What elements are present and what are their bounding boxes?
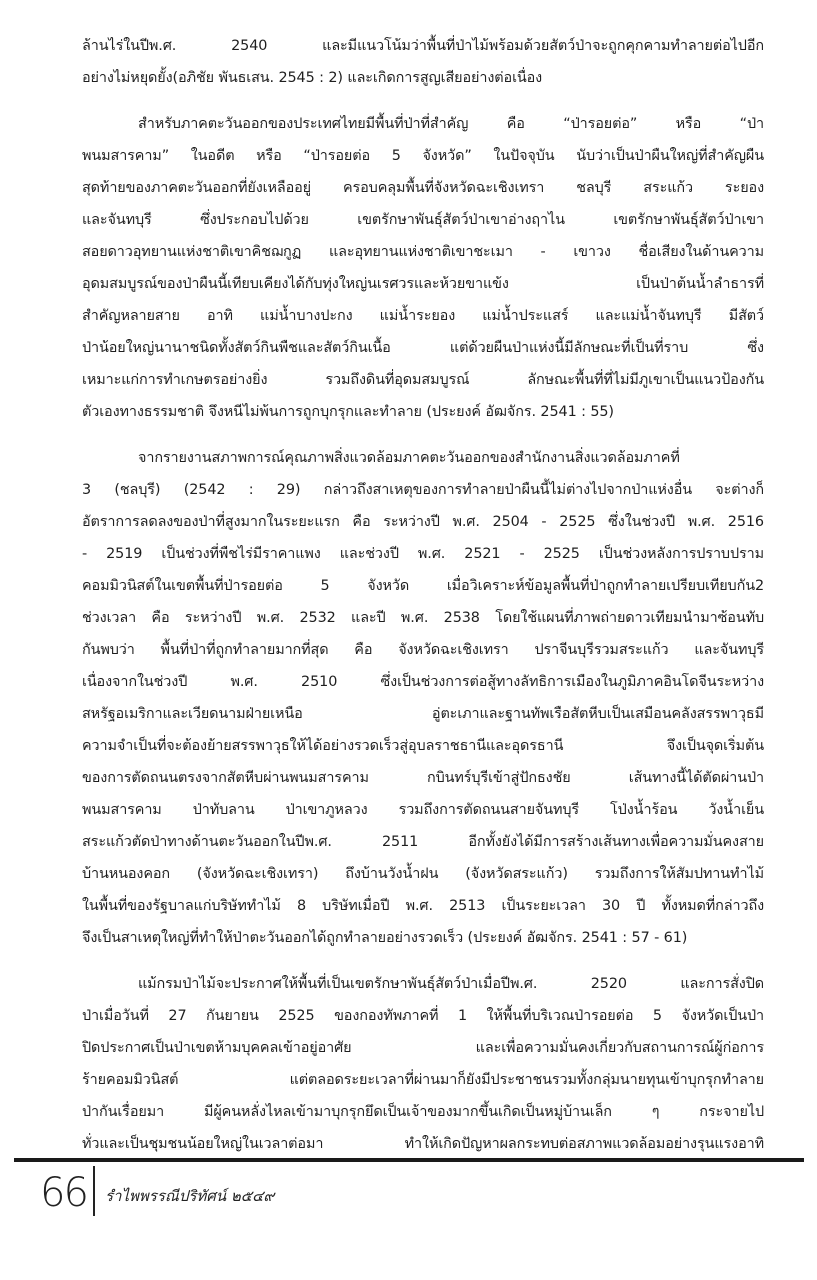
text-line: - 2519 เป็นช่วงที่พืชไร่มีราคาแพง และช่วงปี พ.ศ. 2521 - 2525 เป็นช่วงหลังการปราบปราม — [82, 546, 764, 562]
paragraph-2 — [82, 108, 764, 428]
text-line: แม้กรมป่าไม้จะประกาศให้พื้นที่เป็นเขตรักษาพันธุ์สัตว์ป่าเมื่อปีพ.ศ. 2520 และการสั่งปิด — [138, 976, 764, 992]
text-line: จากรายงานสภาพการณ์คุณภาพสิ่งแวดล้อมภาคตะวันออกของสำนักงานสิ่งแวดล้อมภาคที่ — [138, 450, 680, 466]
text-line: พนมสารคาม ป่าทับลาน ป่าเขาภูหลวง รวมถึงการตัดถนนสายจันทบุรี โป่งน้ำร้อน วังน้ำเย็น — [82, 802, 764, 818]
text-line: คอมมิวนิสต์ในเขตพื้นที่ป่ารอยต่อ 5 จังหวัด เมื่อวิเคราะห์ข้อมูลพื้นที่ป่าถูกทำลายเปรียบเทียบกัน2 — [82, 578, 764, 594]
text-line: ความจำเป็นที่จะต้องย้ายสรรพาวุธให้ได้อย่างรวดเร็วสู่อุบลราชธานีและอุดรธานี จึงเป็นจุดเริ่มต้น — [82, 738, 764, 754]
text-line: ของการตัดถนนตรงจากสัตหีบผ่านพนมสารคาม กบินทร์บุรีเข้าสู่ปักธงชัย เส้นทางนี้ได้ตัดผ่านป่า — [82, 770, 764, 786]
text-line: ช่วงเวลา คือ ระหว่างปี พ.ศ. 2532 และปี พ.ศ. 2538 โดยใช้แผนที่ภาพถ่ายดาวเทียมนำมาซ้อนทับ — [82, 610, 764, 626]
text-line: ปิดประกาศเป็นป่าเขตห้ามบุคคลเข้าอยู่อาศัย และเพื่อความมั่นคงเกี่ยวกับสถานการณ์ผู้ก่อการ — [82, 1040, 764, 1056]
journal-title: รำไพพรรณีปริทัศน์ ๒๕๔๙ — [105, 1187, 275, 1205]
text-line: สำคัญหลายสาย อาทิ แม่น้ำบางปะกง แม่น้ำระยอง แม่น้ำประแสร์ และแม่น้ำจันทบุรี มีสัตว์ — [82, 308, 764, 324]
text-line: และจันทบุรี ซึ่งประกอบไปด้วย เขตรักษาพันธุ์สัตว์ป่าเขาอ่างฤาไน เขตรักษาพันธุ์สัตว์ป่าเขา — [82, 212, 764, 228]
text-line: ร้ายคอมมิวนิสต์ แต่ตลอดระยะเวลาที่ผ่านมาก็ยังมีประชาชนรวมทั้งกลุ่มนายทุนเข้าบุกรุกทำลาย — [82, 1072, 764, 1088]
text-line: ในพื้นที่ของรัฐบาลแก่บริษัททำไม้ 8 บริษัทเมื่อปี พ.ศ. 2513 เป็นระยะเวลา 30 ปี ทั้งหมดที่กล่าวถึง — [82, 898, 764, 914]
paragraph-4 — [82, 968, 764, 1160]
text-line: ป่ากันเรื่อยมา มีผู้คนหลั่งไหลเข้ามาบุกรุกยึดเป็นเจ้าของมากขึ้นเกิดเป็นหมู่บ้านเล็ก ๆ กระจายไป — [82, 1104, 764, 1120]
paragraph-3 — [82, 442, 764, 954]
text-line: อุดมสมบูรณ์ของป่าผืนนี้เทียบเคียงได้กับทุ่งใหญ่นเรศวรและห้วยขาแข้ง เป็นป่าต้นน้ำลำธารที่ — [82, 276, 764, 292]
text-line: 3 (ชลบุรี) (2542 : 29) กล่าวถึงสาเหตุของการทำลายป่าผืนนี้ไม่ต่างไปจากป่าแห่งอื่น จะต่างก็ — [82, 482, 764, 498]
footer-divider — [14, 1158, 804, 1162]
text-line: กันพบว่า พื้นที่ป่าที่ถูกทำลายมากที่สุด คือ จังหวัดฉะเชิงเทรา ปราจีนบุรีรวมสระแก้ว และจันทบุรี — [82, 642, 764, 658]
text-line: เหมาะแก่การทำเกษตรอย่างยิ่ง รวมถึงดินที่อุดมสมบูรณ์ ลักษณะพื้นที่ที่ไม่มีภูเขาเป็นแนวป้องกัน — [82, 372, 764, 388]
text-line: สอยดาวอุทยานแห่งชาติเขาคิชฌกูฏ และอุทยานแห่งชาติเขาชะเมา - เขาวง ชื่อเสียงในด้านความ — [82, 244, 764, 260]
page-number: 66 — [40, 1170, 87, 1216]
text-line: สหรัฐอเมริกาและเวียดนามฝ่ายเหนือ อู่ตะเภาและฐานทัพเรือสัตหีบเป็นเสมือนคลังสรรพาวุธมี — [82, 706, 764, 722]
text-line: สำหรับภาคตะวันออกของประเทศไทยมีพื้นที่ป่าที่สำคัญ คือ “ป่ารอยต่อ” หรือ “ป่า — [138, 116, 764, 132]
text-line: พนมสารคาม” ในอดีต หรือ “ป่ารอยต่อ 5 จังหวัด” ในปัจจุบัน นับว่าเป็นป่าผืนใหญ่ที่สำคัญผืน — [82, 148, 764, 164]
text-line: เนื่องจากในช่วงปี พ.ศ. 2510 ซึ่งเป็นช่วงการต่อสู้ทางลัทธิการเมืองในภูมิภาคอินโดจีนระหว่าง — [82, 674, 764, 690]
text-line: อย่างไม่หยุดยั้ง(อภิชัย พันธเสน. 2545 : 2) และเกิดการสูญเสียอย่างต่อเนื่อง — [82, 70, 543, 86]
text-line: อัตราการลดลงของป่าที่สูงมากในระยะแรก คือ ระหว่างปี พ.ศ. 2504 - 2525 ซึ่งในช่วงปี พ.ศ. 2516 — [82, 514, 764, 530]
text-line: ล้านไร่ในปีพ.ศ. 2540 และมีแนวโน้มว่าพื้นที่ป่าไม้พร้อมด้วยสัตว์ป่าจะถูกคุกคามทำลายต่อไปอีก — [82, 38, 764, 54]
body-text — [82, 30, 764, 1160]
text-line: จึงเป็นสาเหตุใหญ่ที่ทำให้ป่าตะวันออกได้ถูกทำลายอย่างรวดเร็ว (ประยงค์ อัฒจักร. 2541 : 57 - 61) — [82, 930, 688, 946]
text-line: สุดท้ายของภาคตะวันออกที่ยังเหลืออยู่ ครอบคลุมพื้นที่จังหวัดฉะเชิงเทรา ชลบุรี สระแก้ว ระยอง — [82, 180, 764, 196]
text-line: ตัวเองทางธรรมชาติ จึงหนีไม่พ้นการถูกบุกรุกและทำลาย (ประยงค์ อัฒจักร. 2541 : 55) — [82, 404, 614, 420]
footer-separator — [93, 1166, 95, 1216]
text-line: สระแก้วตัดป่าทางด้านตะวันออกในปีพ.ศ. 2511 อีกทั้งยังได้มีการสร้างเส้นทางเพื่อความมั่นคงสาย — [82, 834, 764, 850]
text-line: บ้านหนองคอก (จังหวัดฉะเชิงเทรา) ถึงบ้านวังน้ำฝน (จังหวัดสระแก้ว) รวมถึงการให้สัมปทานทำไม้ — [82, 866, 764, 882]
text-line: ทั่วและเป็นชุมชนน้อยใหญ่ในเวลาต่อมา ทำให้เกิดปัญหาผลกระทบต่อสภาพแวดล้อมอย่างรุนแรงอาทิ — [82, 1136, 764, 1152]
text-line: ป่าเมื่อวันที่ 27 กันยายน 2525 ของกองทัพภาคที่ 1 ให้พื้นที่บริเวณป่ารอยต่อ 5 จังหวัดเป็นป่า — [82, 1008, 764, 1024]
text-line: ป่าน้อยใหญ่นานาชนิดทั้งสัตว์กินพืชและสัตว์กินเนื้อ แต่ด้วยผืนป่าแห่งนี้มีลักษณะที่เป็นที่ราบ ซึ่ง — [82, 340, 764, 356]
paragraph-1 — [82, 30, 764, 94]
